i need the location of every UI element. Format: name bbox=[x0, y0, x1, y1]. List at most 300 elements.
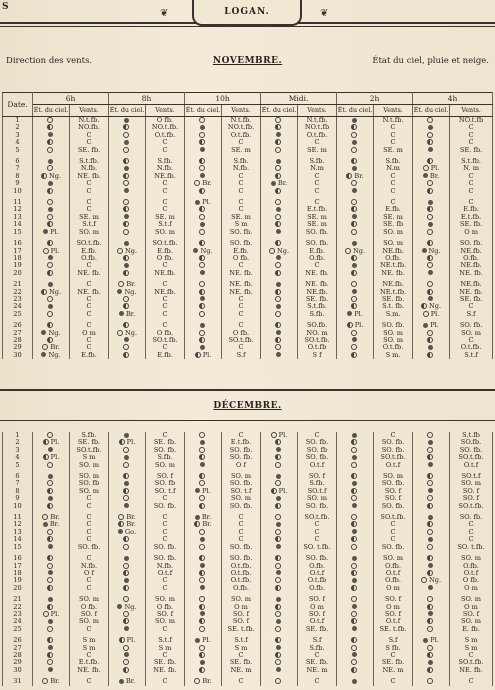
wind-cell: SO.t.fb. bbox=[450, 503, 493, 510]
sky-state-cell bbox=[337, 585, 374, 592]
date-cell: 21 bbox=[3, 596, 33, 603]
sky-state-cell bbox=[261, 503, 298, 510]
sky-state-icon bbox=[275, 480, 281, 486]
wind-cell: C bbox=[70, 626, 109, 633]
sky-state-icon bbox=[199, 139, 205, 145]
sky-state-cell bbox=[109, 447, 146, 454]
sky-state-cell bbox=[413, 248, 450, 255]
sky-state-icon bbox=[352, 529, 357, 534]
wind-cell: C bbox=[374, 652, 413, 659]
sky-state-cell bbox=[261, 139, 298, 146]
wind-cell: C bbox=[450, 180, 493, 187]
sky-state-icon bbox=[200, 173, 205, 178]
sky-state-icon bbox=[428, 488, 433, 493]
sky-state-cell bbox=[33, 132, 70, 139]
sky-state-cell bbox=[337, 124, 374, 131]
sky-state-text: Br. bbox=[50, 344, 60, 352]
sky-state-icon bbox=[352, 140, 357, 145]
wind-cell: C bbox=[450, 199, 493, 206]
sky-state-icon bbox=[421, 577, 427, 583]
sky-state-icon bbox=[199, 303, 205, 309]
wind-cell: SO. fb. bbox=[222, 555, 261, 562]
sky-state-cell bbox=[413, 488, 450, 495]
wind-column-header: Vents. bbox=[70, 105, 109, 117]
sky-state-cell bbox=[413, 270, 450, 277]
table-row bbox=[3, 585, 493, 592]
wind-cell: SO. m bbox=[222, 596, 261, 603]
sky-state-icon bbox=[275, 337, 281, 343]
wind-cell: C bbox=[70, 514, 109, 521]
sky-state-icon bbox=[199, 652, 205, 658]
sky-state-icon bbox=[275, 199, 281, 205]
wind-cell: C bbox=[146, 262, 185, 269]
sky-state-cell bbox=[33, 577, 70, 584]
sky-state-column-header: Ét. du ciel. bbox=[33, 105, 70, 117]
sky-state-icon bbox=[47, 604, 53, 610]
date-cell: 8 bbox=[3, 488, 33, 495]
sky-state-icon bbox=[276, 597, 281, 602]
sky-state-cell bbox=[185, 645, 222, 652]
wind-cell: C bbox=[70, 188, 109, 195]
sky-state-icon bbox=[427, 604, 433, 610]
sky-state-icon bbox=[124, 166, 129, 171]
sky-state-cell bbox=[33, 322, 70, 329]
date-cell: 1 bbox=[3, 117, 33, 125]
wind-cell: E.fb. bbox=[374, 206, 413, 213]
sky-state-icon bbox=[47, 117, 53, 123]
sky-state-cell bbox=[109, 330, 146, 337]
wind-column-header: Vents. bbox=[222, 105, 261, 117]
sky-state-icon bbox=[352, 263, 357, 268]
sky-state-cell bbox=[337, 173, 374, 180]
sky-state-cell bbox=[109, 521, 146, 528]
wind-cell: N.m bbox=[374, 165, 413, 172]
sky-state-icon bbox=[43, 248, 49, 254]
sky-state-icon bbox=[427, 180, 433, 186]
date-cell: 22 bbox=[3, 604, 33, 611]
sky-state-icon bbox=[275, 652, 281, 658]
sky-state-icon bbox=[275, 659, 281, 665]
sky-state-icon bbox=[428, 515, 433, 520]
sky-state-icon bbox=[427, 117, 433, 123]
sky-state-text: Br. bbox=[125, 310, 136, 318]
wind-cell: O m bbox=[222, 604, 261, 611]
sky-state-icon bbox=[352, 604, 357, 609]
wind-cell: C bbox=[450, 139, 493, 146]
sky-state-icon bbox=[199, 577, 205, 583]
sky-state-icon bbox=[47, 585, 53, 591]
wind-cell: SO. fb bbox=[70, 480, 109, 487]
sky-state-cell bbox=[33, 229, 70, 236]
wind-cell: C bbox=[70, 577, 109, 584]
sky-state-icon bbox=[351, 281, 357, 287]
sky-state-text: Br. bbox=[354, 172, 364, 180]
date-cell: 25 bbox=[3, 311, 33, 318]
table-row bbox=[3, 503, 493, 510]
wind-cell: SO. t.f bbox=[146, 488, 185, 495]
sky-state-icon bbox=[199, 529, 205, 535]
sky-state-text: Pl. bbox=[354, 322, 364, 330]
sky-state-icon bbox=[199, 604, 205, 610]
sky-state-icon bbox=[199, 330, 205, 336]
sky-state-icon bbox=[124, 481, 129, 486]
sky-state-cell bbox=[337, 330, 374, 337]
sky-state-icon bbox=[351, 611, 357, 617]
sky-state-icon bbox=[123, 270, 129, 276]
sky-state-cell bbox=[185, 270, 222, 277]
sky-state-cell bbox=[109, 139, 146, 146]
date-cell: 7 bbox=[3, 480, 33, 487]
sky-state-cell bbox=[337, 158, 374, 165]
sky-state-cell bbox=[33, 352, 70, 359]
sky-state-text: Ng. bbox=[428, 247, 441, 255]
sky-state-icon bbox=[428, 563, 433, 568]
sky-state-icon bbox=[427, 158, 433, 164]
sky-state-icon bbox=[124, 433, 129, 438]
sky-state-icon bbox=[352, 556, 357, 561]
wind-cell: SO. fb. bbox=[374, 480, 413, 487]
wind-cell: C bbox=[146, 495, 185, 502]
table-row bbox=[3, 454, 493, 461]
sky-state-cell bbox=[109, 344, 146, 351]
sky-state-cell bbox=[413, 206, 450, 213]
sky-state-icon bbox=[48, 181, 53, 186]
sky-state-icon bbox=[352, 118, 357, 123]
sky-state-icon bbox=[351, 667, 357, 673]
wind-cell: SO. m bbox=[70, 229, 109, 236]
sky-state-icon bbox=[275, 147, 281, 153]
wind-cell: NE. fb. bbox=[450, 667, 493, 674]
sky-state-icon bbox=[200, 462, 205, 467]
date-cell: 28 bbox=[3, 337, 33, 344]
wind-cell: SO. f bbox=[374, 495, 413, 502]
wind-cell: N.fb. bbox=[222, 165, 261, 172]
sky-state-icon bbox=[48, 544, 53, 549]
sky-state-icon bbox=[275, 536, 281, 542]
wind-cell: C bbox=[146, 514, 185, 521]
sky-state-cell bbox=[413, 555, 450, 562]
sky-state-cell bbox=[185, 289, 222, 296]
sky-state-icon bbox=[199, 158, 205, 164]
sky-state-icon bbox=[351, 447, 357, 453]
sky-state-icon bbox=[423, 311, 429, 317]
wind-cell: SE. fb. bbox=[298, 659, 337, 666]
wind-cell: O m bbox=[374, 585, 413, 592]
wind-cell: C bbox=[146, 652, 185, 659]
wind-cell: C bbox=[70, 337, 109, 344]
sky-state-icon bbox=[427, 262, 433, 268]
sky-state-cell bbox=[109, 585, 146, 592]
sky-state-icon bbox=[199, 165, 205, 171]
sky-state-icon bbox=[271, 488, 277, 494]
date-cell: 14 bbox=[3, 221, 33, 228]
wind-cell: SO. fb. bbox=[298, 454, 337, 461]
sky-state-text: Br. bbox=[49, 521, 60, 529]
sky-state-cell bbox=[261, 248, 298, 255]
sky-state-text: Pl. bbox=[50, 610, 60, 618]
sky-state-icon bbox=[42, 514, 48, 520]
hour-header: 8h bbox=[109, 93, 185, 105]
sky-state-cell bbox=[109, 645, 146, 652]
sky-state-cell bbox=[185, 262, 222, 269]
wind-cell: C bbox=[70, 303, 109, 310]
wind-cell: SE. m bbox=[298, 214, 337, 221]
wind-cell: O.fb. bbox=[298, 585, 337, 592]
sky-state-cell bbox=[413, 563, 450, 570]
table-row bbox=[3, 611, 493, 618]
wind-cell: SE. fb. bbox=[298, 296, 337, 303]
wind-cell: C bbox=[70, 139, 109, 146]
december-table bbox=[2, 432, 493, 686]
sky-state-cell bbox=[413, 165, 450, 172]
wind-cell: C bbox=[146, 296, 185, 303]
sky-state-icon bbox=[276, 282, 281, 287]
sky-state-cell bbox=[337, 262, 374, 269]
section-divider-thin bbox=[0, 420, 495, 421]
sky-state-cell bbox=[261, 659, 298, 666]
wind-cell: C bbox=[146, 199, 185, 206]
sky-state-icon bbox=[199, 188, 205, 194]
sky-state-icon bbox=[200, 222, 205, 227]
wind-cell: NE. fb. bbox=[70, 289, 109, 296]
wind-cell: O.t.fb. bbox=[374, 344, 413, 351]
sky-state-icon bbox=[275, 289, 281, 295]
sky-state-icon bbox=[421, 303, 427, 309]
sky-state-cell bbox=[337, 188, 374, 195]
table-row bbox=[3, 626, 493, 633]
sky-state-icon bbox=[47, 503, 53, 509]
sky-state-column-header: Ét. du ciel. bbox=[109, 105, 146, 117]
wind-cell: O.t.f bbox=[374, 462, 413, 469]
wind-cell: S.t.fb. bbox=[70, 158, 109, 165]
sky-state-icon bbox=[199, 626, 205, 632]
sky-state-icon bbox=[195, 638, 200, 643]
sky-state-cell bbox=[337, 117, 374, 125]
sky-state-cell bbox=[185, 158, 222, 165]
sky-state-icon bbox=[119, 637, 125, 643]
table-row bbox=[3, 303, 493, 310]
sky-state-cell bbox=[413, 221, 450, 228]
wind-cell: E.fb. bbox=[450, 206, 493, 213]
sky-state-cell bbox=[109, 229, 146, 236]
wind-cell: SO. fb. bbox=[374, 544, 413, 551]
wind-cell: SE. fb. bbox=[146, 439, 185, 446]
sky-state-icon bbox=[47, 124, 53, 130]
sky-state-text: Br. bbox=[201, 514, 212, 522]
sky-state-icon bbox=[124, 626, 129, 631]
sky-state-icon bbox=[427, 495, 433, 501]
sky-state-cell bbox=[33, 139, 70, 146]
sky-state-icon bbox=[124, 455, 129, 460]
wind-cell: NE. fb. bbox=[450, 270, 493, 277]
sky-state-icon bbox=[427, 626, 433, 632]
sky-state-icon bbox=[275, 585, 281, 591]
sky-state-icon bbox=[275, 221, 281, 227]
sky-state-cell bbox=[261, 577, 298, 584]
wind-cell: S.t.f bbox=[146, 637, 185, 644]
sky-state-icon bbox=[275, 637, 281, 643]
sky-state-cell bbox=[413, 432, 450, 439]
sky-state-cell bbox=[337, 214, 374, 221]
sky-state-cell bbox=[109, 240, 146, 247]
sky-state-icon bbox=[123, 462, 129, 468]
sky-state-cell bbox=[185, 296, 222, 303]
sky-state-cell bbox=[261, 596, 298, 603]
wind-cell: SO. fb. bbox=[298, 439, 337, 446]
sky-state-cell bbox=[33, 240, 70, 247]
wind-cell: NE. fb. bbox=[222, 270, 261, 277]
date-cell: 11 bbox=[3, 514, 33, 521]
sky-state-cell bbox=[337, 536, 374, 543]
sky-state-cell bbox=[185, 229, 222, 236]
sky-state-cell bbox=[185, 462, 222, 469]
sky-state-icon bbox=[200, 296, 205, 301]
sky-state-cell bbox=[185, 555, 222, 562]
wind-cell: S.f bbox=[450, 311, 493, 318]
date-cell: 26 bbox=[3, 322, 33, 329]
wind-cell: SO.fb. bbox=[298, 322, 337, 329]
sky-state-icon bbox=[123, 570, 129, 576]
sky-state-text: Pl. bbox=[430, 637, 439, 645]
wind-cell: SO. fb. bbox=[146, 544, 185, 551]
sky-state-icon bbox=[351, 637, 357, 643]
sky-state-cell bbox=[109, 337, 146, 344]
sky-state-cell bbox=[109, 473, 146, 480]
sky-state-cell bbox=[33, 678, 70, 685]
sky-state-icon bbox=[352, 214, 357, 219]
wind-cell: O.fb. bbox=[70, 255, 109, 262]
wind-cell: C bbox=[70, 206, 109, 213]
sky-state-icon bbox=[47, 188, 53, 194]
sky-state-cell bbox=[413, 652, 450, 659]
date-cell: 17 bbox=[3, 248, 33, 255]
wind-column-header: Vents. bbox=[450, 105, 493, 117]
date-cell: 3 bbox=[3, 132, 33, 139]
sky-state-cell bbox=[261, 637, 298, 644]
sky-state-icon bbox=[351, 221, 357, 227]
sky-state-icon bbox=[47, 337, 53, 343]
sky-state-cell bbox=[185, 303, 222, 310]
sky-state-icon bbox=[47, 659, 53, 665]
sky-state-cell bbox=[413, 262, 450, 269]
sky-state-cell bbox=[33, 173, 70, 180]
sky-state-cell bbox=[109, 544, 146, 551]
wind-cell: O fb. bbox=[146, 604, 185, 611]
sky-state-cell bbox=[33, 330, 70, 337]
sky-state-icon bbox=[422, 248, 427, 253]
table-row bbox=[3, 536, 493, 543]
wind-cell: SO. fb. bbox=[146, 555, 185, 562]
wind-column-header: Vents. bbox=[146, 105, 185, 117]
sky-state-text: Pl. bbox=[202, 637, 211, 645]
wind-cell: C bbox=[298, 432, 337, 439]
wind-cell: E.fb. bbox=[70, 248, 109, 255]
sky-state-icon bbox=[275, 626, 281, 632]
sky-state-cell bbox=[261, 480, 298, 487]
sky-state-icon bbox=[123, 544, 129, 550]
wind-cell: C bbox=[70, 199, 109, 206]
station-title: LOGAN. bbox=[224, 7, 270, 17]
sky-state-icon bbox=[276, 132, 281, 137]
wind-cell: SO. m bbox=[450, 480, 493, 487]
sky-state-cell bbox=[185, 667, 222, 674]
sky-state-cell bbox=[261, 214, 298, 221]
sky-state-cell bbox=[413, 678, 450, 685]
sky-state-cell bbox=[337, 626, 374, 633]
wind-cell: O.t.fb. bbox=[222, 577, 261, 584]
sky-state-icon bbox=[47, 311, 53, 317]
sky-state-icon bbox=[276, 570, 281, 575]
sky-state-cell bbox=[33, 199, 70, 206]
wind-cell: SO. t.f bbox=[222, 488, 261, 495]
wind-cell: O.t.fb. bbox=[222, 570, 261, 577]
hour-header: 6h bbox=[33, 93, 109, 105]
wind-cell: C bbox=[146, 536, 185, 543]
sky-state-icon bbox=[124, 652, 129, 657]
wind-cell: C bbox=[222, 536, 261, 543]
sky-state-cell bbox=[185, 214, 222, 221]
sky-state-cell bbox=[33, 439, 70, 446]
wind-cell: C bbox=[222, 139, 261, 146]
sky-state-icon bbox=[275, 214, 281, 220]
sky-state-icon bbox=[427, 214, 433, 220]
wind-cell: SO. fb. bbox=[298, 229, 337, 236]
wind-cell: SE. m bbox=[374, 147, 413, 154]
sky-state-icon bbox=[275, 678, 281, 684]
sky-state-icon bbox=[48, 474, 53, 479]
wind-cell: S fb. bbox=[374, 645, 413, 652]
sky-state-cell bbox=[261, 270, 298, 277]
wind-cell: C bbox=[146, 344, 185, 351]
wind-cell: C bbox=[70, 678, 109, 685]
wind-cell: NE.fb. bbox=[374, 248, 413, 255]
sky-state-text: Br. bbox=[277, 180, 288, 188]
wind-cell: S.f bbox=[374, 637, 413, 644]
sky-state-cell bbox=[33, 555, 70, 562]
wind-cell: S.fb. bbox=[70, 432, 109, 439]
wind-cell: SO.t.fb. bbox=[146, 337, 185, 344]
sky-state-icon bbox=[47, 626, 53, 632]
sky-state-icon bbox=[276, 522, 281, 527]
sky-state-cell bbox=[185, 344, 222, 351]
sky-state-cell bbox=[337, 344, 374, 351]
sky-state-icon bbox=[200, 440, 205, 445]
sky-state-icon bbox=[199, 337, 205, 343]
sky-state-cell bbox=[109, 221, 146, 228]
wind-cell: S m bbox=[450, 645, 493, 652]
sky-state-icon bbox=[423, 165, 429, 171]
date-cell: 27 bbox=[3, 330, 33, 337]
sky-state-cell bbox=[337, 248, 374, 255]
sky-state-icon bbox=[276, 304, 281, 309]
date-cell: 15 bbox=[3, 229, 33, 236]
sky-state-text: Ng. bbox=[48, 329, 61, 337]
sky-state-cell bbox=[413, 117, 450, 125]
sky-state-cell bbox=[33, 165, 70, 172]
wind-cell: C bbox=[70, 585, 109, 592]
wind-cell: O.t.f bbox=[374, 618, 413, 625]
sky-state-icon bbox=[275, 270, 281, 276]
sky-state-icon bbox=[199, 667, 205, 673]
sky-state-cell bbox=[337, 221, 374, 228]
sky-state-icon bbox=[275, 514, 281, 520]
wind-cell: SE. fb. bbox=[374, 296, 413, 303]
table-row bbox=[3, 439, 493, 446]
sky-state-text: Ng. bbox=[124, 603, 137, 611]
sky-state-cell bbox=[413, 454, 450, 461]
sky-state-cell bbox=[413, 529, 450, 536]
sky-state-text: Br. bbox=[125, 678, 136, 686]
